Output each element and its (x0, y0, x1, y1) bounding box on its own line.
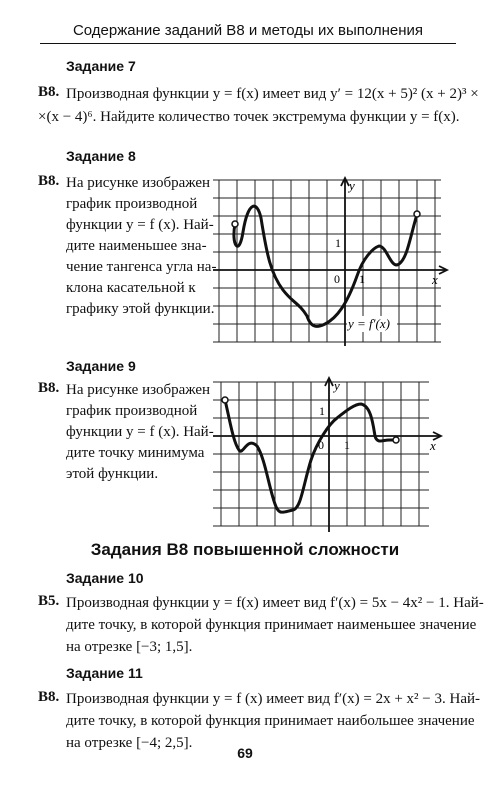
task-11-line-1: Производная функции y = f (x) имеет вид f′(x) = 2x + x² − 3. Най- (66, 691, 481, 707)
task-8-grid (213, 180, 441, 342)
task-8-line: чение тангенса угла на- (66, 259, 217, 275)
task-7-line-2: ×(x − 4)⁶. Найдите количество точек экстремума функции y = f(x). (38, 109, 460, 125)
task-8-title: Задание 8 (66, 148, 136, 164)
task-9-derivative-curve (225, 400, 389, 512)
task-10-line-3: на отрезке [−3; 1,5]. (66, 639, 193, 655)
task-8-line: функции y = f (x). Най- (66, 217, 214, 233)
task-9-origin-label: 0 (318, 438, 324, 452)
task-8-origin-label: 0 (334, 272, 340, 286)
task-9-text (66, 380, 214, 485)
task-8-curve-start-point (232, 221, 238, 227)
task-10-title: Задание 10 (66, 570, 144, 586)
task-7-title: Задание 7 (66, 58, 136, 74)
task-9-y-axis-label: y (334, 378, 340, 393)
task-8-curve-end-point (414, 211, 420, 217)
task-7-label: В8. (38, 84, 60, 100)
task-9-x-axis-label: x (430, 438, 436, 453)
task-8-x-axis-label: x (432, 272, 438, 287)
running-header: Содержание заданий В8 и методы их выполнения (40, 22, 456, 44)
task-9-axes (213, 378, 441, 532)
task-8-line: клона касательной к (66, 280, 196, 296)
task-8-y-unit-label: 1 (335, 236, 341, 250)
task-10-line-2: дите точку, в которой функция принимает наименьшее значение (66, 617, 477, 633)
task-11-label: В8. (38, 689, 60, 705)
task-9-line: дите точку минимума (66, 445, 205, 461)
task-9-curve-end-point (393, 437, 399, 443)
section-title: Задания В8 повышенной сложности (90, 540, 400, 559)
task-9-label: В8. (38, 380, 60, 396)
task-10-line-1: Производная функции y = f(x) имеет вид f′(x) = 5x − 4x² − 1. Най- (66, 595, 484, 611)
task-8-y-axis-label: y (349, 178, 355, 193)
task-7-line-1: Производная функции y = f(x) имеет вид y′ = 12(x + 5)² (x + 2)³ × (66, 86, 479, 102)
task-8-derivative-graph (213, 176, 453, 348)
task-11-line-3: на отрезке [−4; 2,5]. (66, 735, 193, 751)
page-number: 69 (237, 745, 253, 761)
task-8-text (66, 173, 217, 320)
task-9-y-unit-label: 1 (319, 404, 325, 418)
task-9-title: Задание 9 (66, 358, 136, 374)
task-9-curve-start-point (222, 397, 228, 403)
task-9-line: график производной (66, 403, 198, 419)
task-8-derivative-curve (234, 206, 417, 326)
task-10-label: В5. (38, 593, 60, 609)
task-9-derivative-graph (213, 376, 453, 534)
task-8-line: дите наименьшее зна- (66, 238, 207, 254)
task-8-x-unit-label: 1 (359, 272, 365, 286)
task-11-title: Задание 11 (66, 665, 143, 681)
task-9-line: этой функции. (66, 466, 159, 482)
task-8-line: графику этой функции. (66, 301, 215, 317)
task-9-line: функции y = f (x). Най- (66, 424, 214, 440)
task-9-line: На рисунке изображен (66, 382, 211, 398)
task-8-curve-label: y = f′(x) (348, 316, 390, 331)
task-8-line: график производной (66, 196, 198, 212)
task-11-line-2: дите точку, в которой функция принимает наибольшее значение (66, 713, 475, 729)
task-8-label: В8. (38, 173, 60, 189)
task-8-line: На рисунке изображен (66, 175, 211, 191)
task-9-x-unit-label: 1 (344, 438, 350, 452)
